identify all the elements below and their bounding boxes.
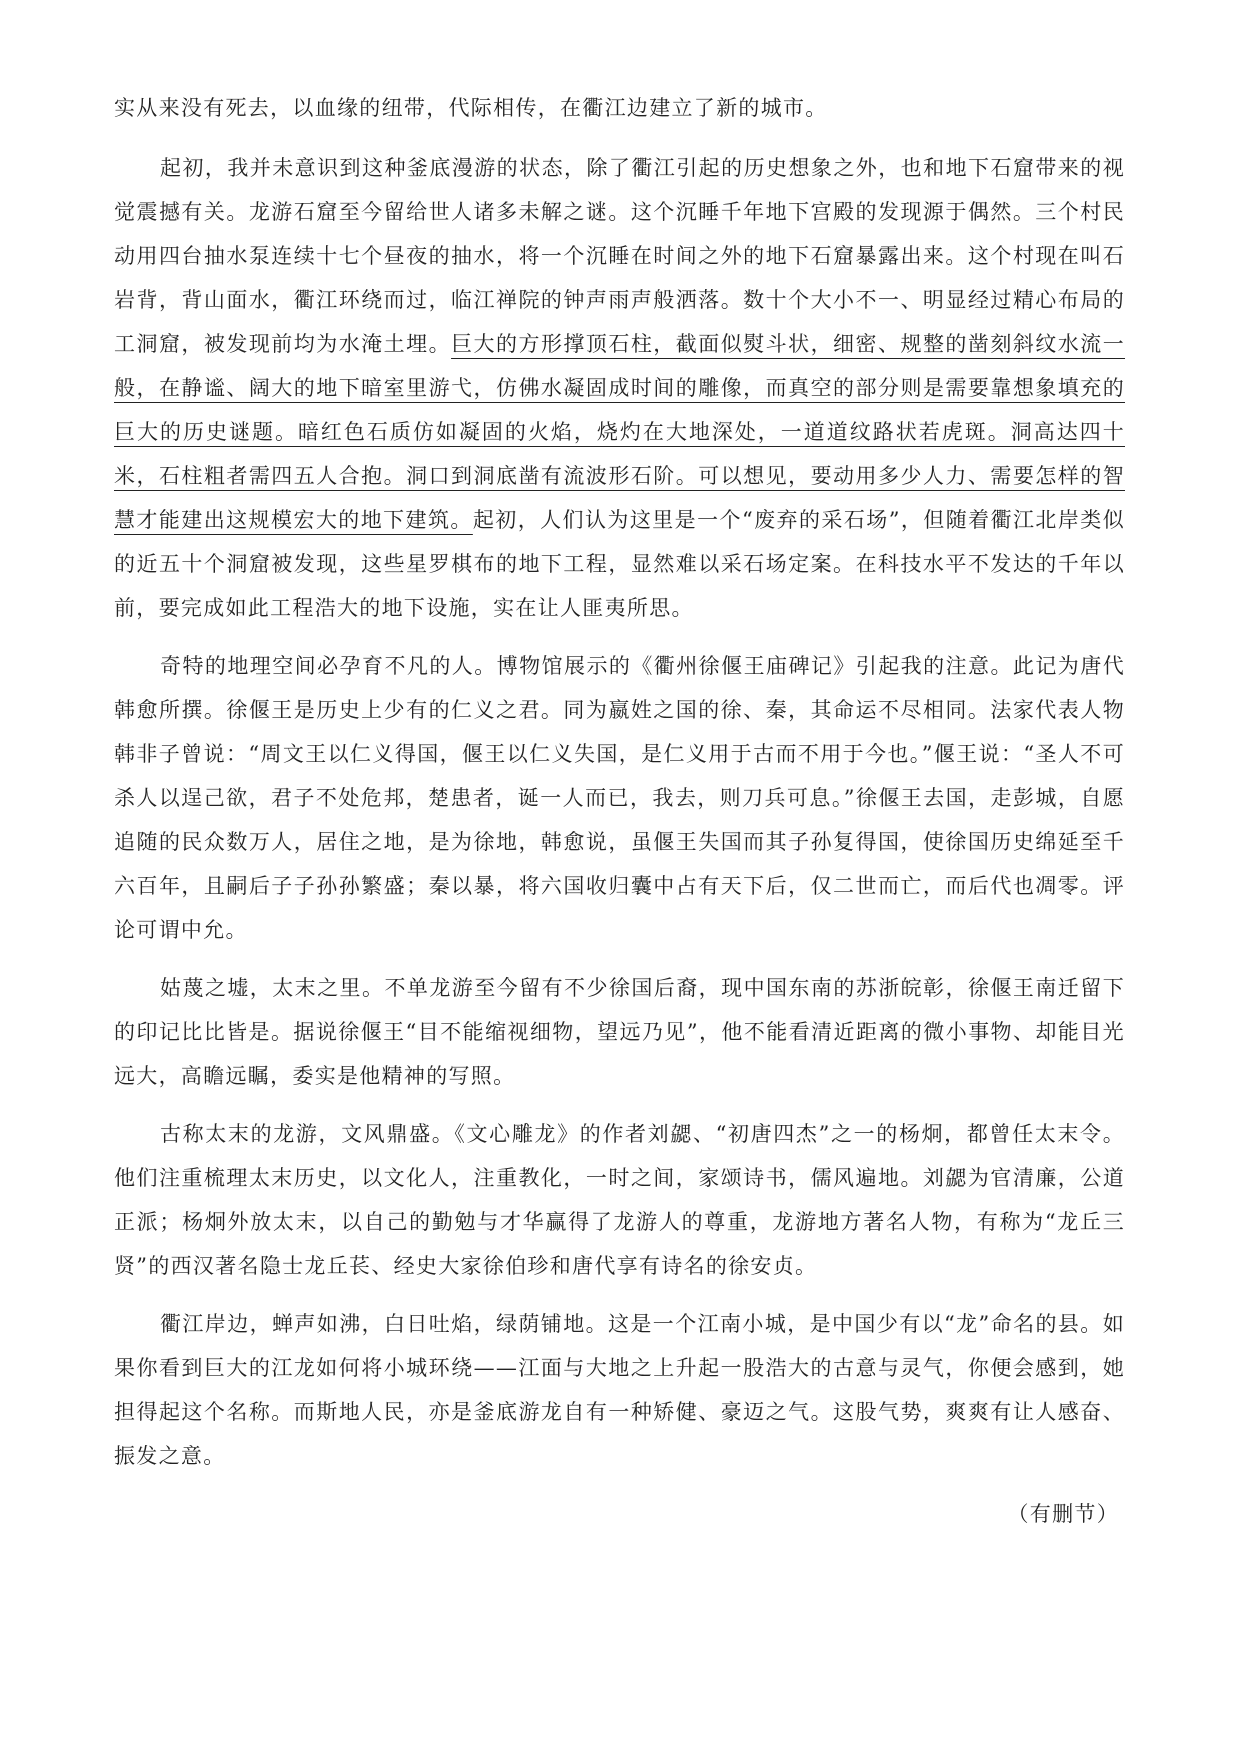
text-segment: 起初，我并未意识到这种釜底漫游的状态，除了衢江引起的历史想象之外，也和地下石窟带来的视觉震撼有关。龙游石窟至今留给世人诸多未解之谜。这个沉睡千年地下宫殿的发现源于偶然。三个村民动用四台抽水泵连续十七个昼夜的抽水，将一个沉睡在时间之外的地下石窟暴露出来。这个村现在叫石岩背，背山面水，衢江环绕而过，临江禅院的钟声雨声般洒落。数十个大小不一、明显经过精心布局的工洞窟，被发现前均为水淹土埋。 (114, 156, 1125, 356)
paragraph (114, 1302, 1125, 1478)
article-body (114, 86, 1125, 1478)
paragraph (114, 86, 1125, 130)
text-segment: 姑蔑之墟，太末之里。不单龙游至今留有不少徐国后裔，现中国东南的苏浙皖彰，徐偃王南迁留下的印记比比皆是。据说徐偃王“目不能缩视细物，望远乃见”，他不能看清近距离的微小事物、却能目光远大，高瞻远瞩，委实是他精神的写照。 (114, 976, 1125, 1088)
paragraph (114, 644, 1125, 952)
text-segment: 奇特的地理空间必孕育不凡的人。博物馆展示的《衢州徐偃王庙碑记》引起我的注意。此记为唐代韩愈所撰。徐偃王是历史上少有的仁义之君。同为嬴姓之国的徐、秦，其命运不尽相同。法家代表人物韩非子曾说：“周文王以仁义得国，偃王以仁义失国，是仁义用于古而不用于今也。”偃王说：“圣人不可杀人以逞己欲，君子不处危邦，楚患者，诞一人而已，我去，则刀兵可息。”徐偃王去国，走彭城，自愿追随的民众数万人，居住之地，是为徐地，韩愈说，虽偃王失国而其子孙复得国，使徐国历史绵延至千六百年，且嗣后子子孙孙繁盛；秦以暴，将六国收归囊中占有天下后，仅二世而亡，而后代也凋零。评论可谓中允。 (114, 654, 1125, 942)
paragraph (114, 966, 1125, 1098)
paragraph (114, 1112, 1125, 1288)
text-segment: 古称太末的龙游，文风鼎盛。《文心雕龙》的作者刘勰、“初唐四杰”之一的杨炯，都曾任太末令。他们注重梳理太末历史，以文化人，注重教化，一时之间，家颂诗书，儒风遍地。刘勰为官清廉，公道正派；杨炯外放太末，以自己的勤勉与才华赢得了龙游人的尊重，龙游地方著名人物，有称为“龙丘三贤”的西汉著名隐士龙丘苌、经史大家徐伯珍和唐代享有诗名的徐安贞。 (114, 1122, 1125, 1278)
text-segment: 起初，人们认为这里是一个“废弃的采石场”，但随着衢江北岸类似的近五十个洞窟被发现，这些星罗棋布的地下工程，显然难以采石场定案。在科技水平不发达的千年以前，要完成如此工程浩大的地下设施，实在让人匪夷所思。 (114, 508, 1125, 620)
underlined-passage: 巨大的方形撑顶石柱，截面似熨斗状，细密、规整的凿刻斜纹水流一般，在静谧、阔大的地下暗室里游弋，仿佛水凝固成时间的雕像，而真空的部分则是需要靠想象填充的巨大的历史谜题。暗红色石质仿如凝固的火焰，烧灼在大地深处，一道道纹路状若虎斑。洞高达四十米，石柱粗者需四五人合抱。洞口到洞底凿有流波形石阶。可以想见，要动用多少人力、需要怎样的智慧才能建出这规模宏大的地下建筑。 (114, 332, 1126, 532)
text-segment: 实从来没有死去，以血缘的纽带，代际相传，在衢江边建立了新的城市。 (114, 96, 828, 120)
text-segment: 衢江岸边，蝉声如沸，白日吐焰，绿荫铺地。这是一个江南小城，是中国少有以“龙”命名的县。如果你看到巨大的江龙如何将小城环绕——江面与大地之上升起一股浩大的古意与灵气，你便会感到，她担得起这个名称。而斯地人民，亦是釜底游龙自有一种矫健、豪迈之气。这股气势，爽爽有让人感奋、振发之意。 (114, 1312, 1125, 1468)
paragraph (114, 146, 1125, 630)
abridged-note: （有删节） (1007, 1502, 1119, 1526)
